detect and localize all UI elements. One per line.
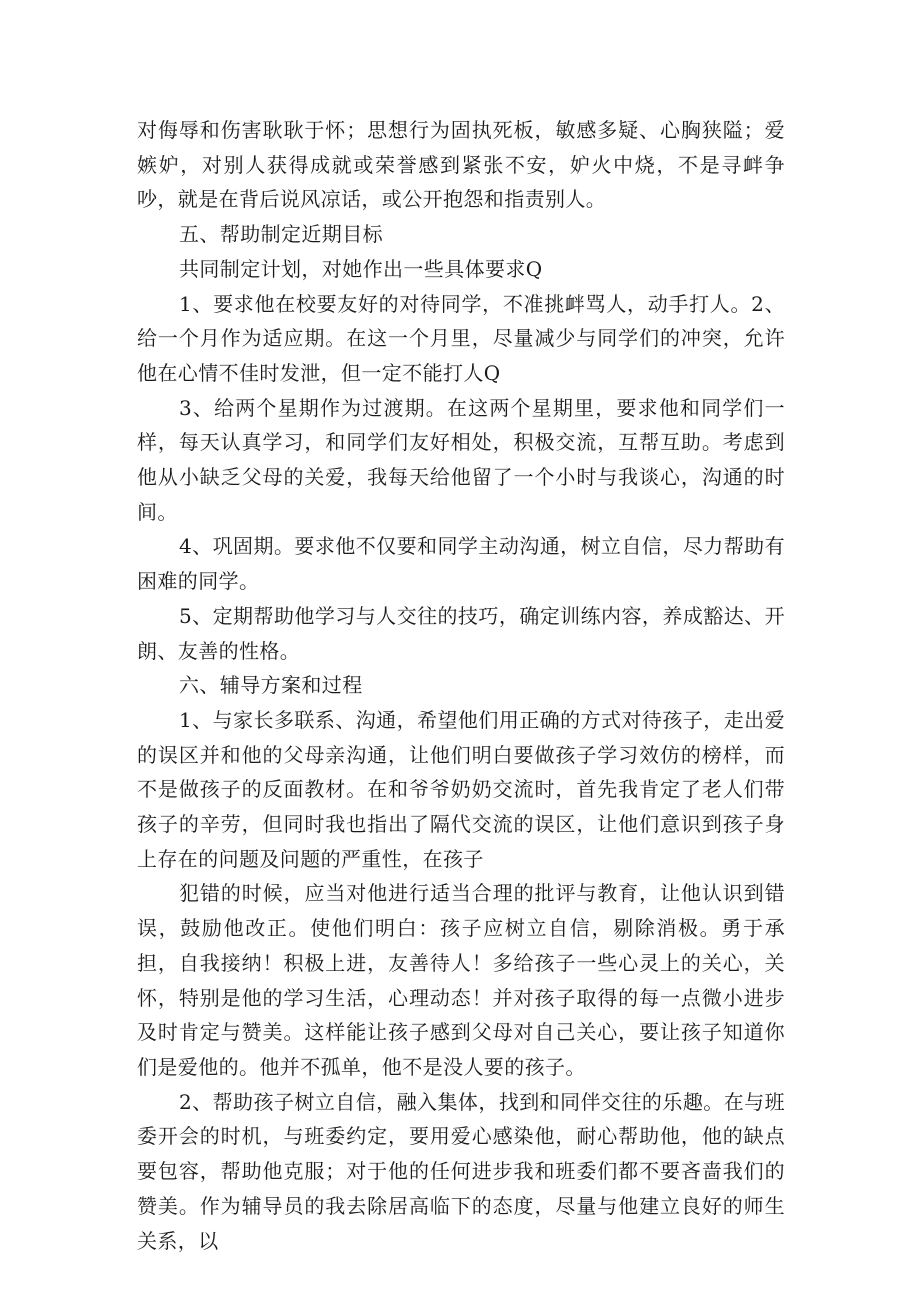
paragraph: 1、要求他在校要友好的对待同学，不准挑衅骂人，动手打人。2、给一个月作为适应期。在这一个月里，尽量减少与同学们的冲突，允许他在心情不佳时发泄，但一定不能打人Q: [137, 291, 785, 385]
paragraph: 共同制定计划，对她作出一些具体要求Q: [179, 256, 543, 281]
paragraph-continuation: 对侮辱和伤害耿耿于怀；思想行为固执死板，敏感多疑、心胸狭隘；爱嫉妒，对别人获得成就或荣誉感到紧张不安，妒火中烧，不是寻衅争吵，就是在背后说风凉话，或公开抱怨和指责别人。: [137, 118, 785, 212]
paragraph: 1、与家长多联系、沟通，希望他们用正确的方式对待孩子，走出爱的误区并和他的父母亲沟通，让他们明白要做孩子学习效仿的榜样，而不是做孩子的反面教材。在和爷爷奶奶交流时，首先我肯定了老人们带孩子的辛劳，但同时我也指出了隔代交流的误区，让他们意识到孩子身上存在的问题及问题的严重性，在孩子: [137, 707, 785, 871]
section-heading-six: 六、辅导方案和过程: [179, 673, 363, 698]
section-heading-five: 五、帮助制定近期目标: [179, 222, 383, 247]
paragraph: 5、定期帮助他学习与人交往的技巧，确定训练内容，养成豁达、开朗、友善的性格。: [137, 603, 785, 663]
paragraph: 4、巩固期。要求他不仅要和同学主动沟通，树立自信，尽力帮助有困难的同学。: [137, 534, 785, 594]
paragraph: 2、帮助孩子树立自信，融入集体，找到和同伴交往的乐趣。在与班委开会的时机，与班委约定，要用爱心感染他，耐心帮助他，他的缺点要包容，帮助他克服；对于他的任何进步我和班委们都不要吝啬我们的赞美。作为辅导员的我去除居高临下的态度，尽量与他建立良好的师生关系，以: [137, 1089, 785, 1253]
paragraph: 犯错的时候，应当对他进行适当合理的批评与教育，让他认识到错误，鼓励他改正。使他们明白：孩子应树立自信，剔除消极。勇于承担，自我接纳！积极上进，友善待人！多给孩子一些心灵上的关心，关怀，特别是他的学习生活，心理动态！并对孩子取得的每一点微小进步及时肯定与赞美。这样能让孩子感到父母对自己关心，要让孩子知道你们是爱他的。他并不孤单，他不是没人要的孩子。: [137, 881, 785, 1079]
document-body: [137, 113, 785, 1258]
paragraph: 3、给两个星期作为过渡期。在这两个星期里，要求他和同学们一样，每天认真学习，和同学们友好相处，积极交流，互帮互助。考虑到他从小缺乏父母的关爱，我每天给他留了一个小时与我谈心，沟通的时间。: [137, 395, 785, 524]
